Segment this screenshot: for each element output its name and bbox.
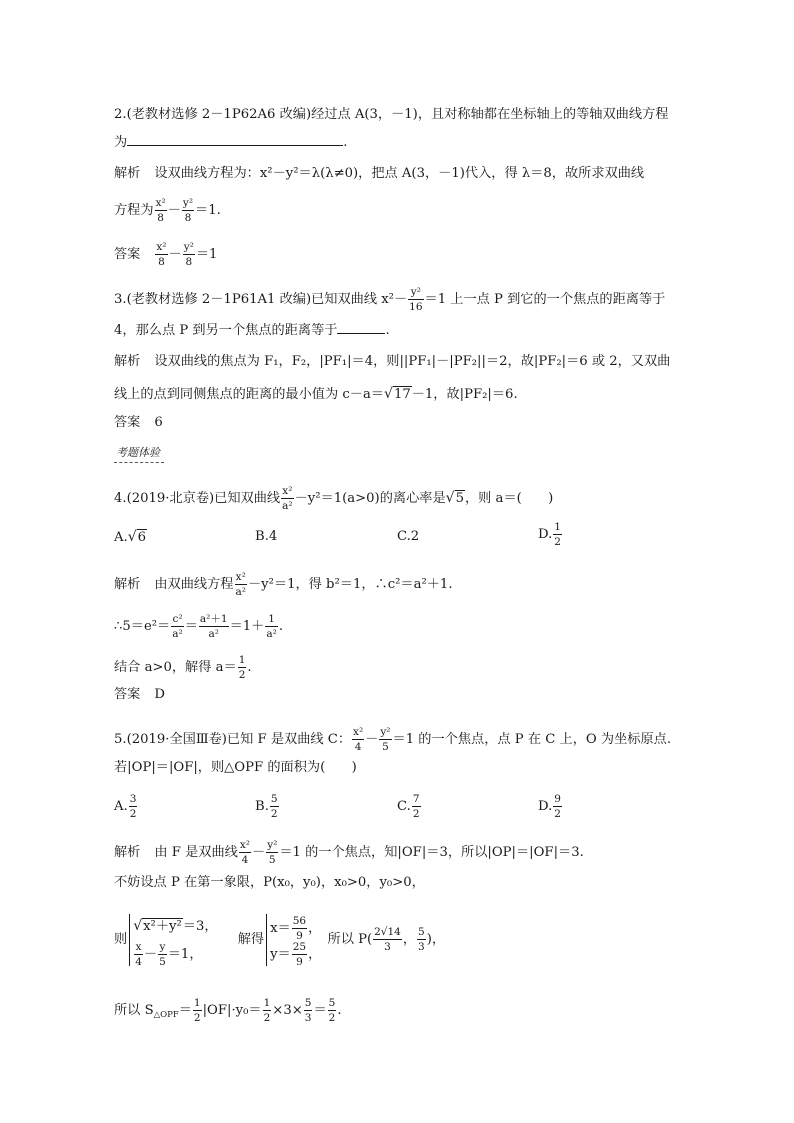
q3-analysis-line1: 解析 设双曲线的焦点为 F₁，F₂，|PF₁|＝4，则||PF₁|－|PF₂||＝2，故|PF₂|＝6 或 2，又双曲 [114,354,671,369]
solution-x: x＝ $\frac{56}{9}$ ， [270,914,322,942]
fraction: $\frac{\text{y²}}{8}$ [182,197,194,224]
answer-label: 答案 [114,415,141,430]
analysis-label: 解析 [114,845,141,860]
fraction: $\frac{\text{x²}}{8}$ [156,241,167,268]
answer-blank [337,333,385,334]
analysis-label: 解析 [114,577,141,592]
fraction: $\frac{5}{2}$ [270,793,278,820]
q5-option-b[interactable]: B. $\frac{5}{2}$ [255,793,278,820]
fraction: $\frac{5}{3}$ [304,997,312,1024]
fraction: $\frac{\text{y²}}{5}$ [380,726,391,753]
q4-analysis-line3: 结合 a>0，解得 a＝ $\frac{1}{2}$ . [114,654,252,681]
fraction: $\frac{5}{3}$ [418,926,425,953]
q5-stem-line1: 5.(2019·全国Ⅲ卷)已知 F 是双曲线 C： $\frac{\text{x²}}{4}$ － $\frac{\text{y²}}{5}$ ＝1 的一个焦点，点 P 在 C 上，O 为坐标原点. [114,726,672,753]
fraction: $\frac{5}{2}$ [328,997,336,1024]
fraction: $\frac{3}{2}$ [129,793,137,820]
solution-system [266,914,321,966]
fraction: $\frac{\text{x²}}{8}$ [155,197,166,224]
sqrt-sign: √ [445,490,455,506]
q5-analysis-line2: 不妨设点 P 在第一象限，P(x₀，y₀)，x₀>0，y₀>0， [114,875,425,890]
fraction: $\frac{\text{a²＋1}}{\text{a²}}$ [199,613,228,640]
analysis-label: 解析 [114,166,141,181]
answer-blank [127,145,343,146]
q3-stem-line1: 3.(老教材选修 2－1P61A1 改编)已知双曲线 x²－ $\frac{\text{y²}}{16}$ ＝1 上一点 P 到它的一个焦点的距离等于 [114,286,666,313]
q4-option-d[interactable]: D. $\frac{1}{2}$ [538,521,561,548]
q4-option-b[interactable]: B.4 [255,529,278,544]
solution-y: y＝ $\frac{25}{9}$ ， [270,940,322,968]
fraction: $\frac{2√14}{3}$ [374,926,401,953]
fraction: $\frac{1}{2}$ [238,654,246,681]
q4-analysis-line2: ∴5＝e²＝ $\frac{\text{c²}}{\text{a²}}$ ＝ $\frac{\text{a²＋1}}{\text{a²}}$ ＝1＋ $\frac{1}{\text{a²}}$ . [114,613,284,640]
answer-label: 答案 [114,687,141,702]
fraction: $\frac{1}{2}$ [554,521,561,548]
fraction: $\frac{\text{y²}}{16}$ [409,286,423,313]
q5-analysis-line1: 解析 由 F 是双曲线 $\frac{\text{x²}}{4}$ － $\frac{\text{y²}}{5}$ ＝1 的一个焦点，知|OF|＝3，所以|OP|＝|OF|＝3. [114,839,584,866]
q4-analysis-line1: 解析 由双曲线方程 $\frac{\text{x²}}{\text{a²}}$ －y²＝1，得 b²＝1，∴c²＝a²＋1. [114,571,453,598]
q5-stem-line2: 若|OP|＝|OF|，则△OPF 的面积为( ) [114,760,357,775]
fraction: $\frac{1}{2}$ [193,997,201,1024]
q5-final-line: 所以 $S_{\triangle OPF}=$ $\frac{1}{2}$ |OF|·y₀＝ $\frac{1}{2}$ ×3× $\frac{5}{3}$ ＝ $\frac{5}{2}$ . [114,997,342,1024]
fraction: $\frac{\text{x²}}{4}$ [239,839,250,866]
analysis-label: 解析 [114,354,141,369]
q3-answer: 答案 6 [114,415,163,430]
fraction: $\frac{\text{x²}}{\text{a²}}$ [235,571,246,598]
fraction: $\frac{\text{c²}}{\text{a²}}$ [172,613,183,640]
q3-stem-line2: 4，那么点 P 到另一个焦点的距离等于 . [114,323,390,338]
fraction: $\frac{1}{2}$ [263,997,271,1024]
q5-option-d[interactable]: D. $\frac{9}{2}$ [538,793,561,820]
fraction: $\frac{\text{x²}}{\text{a²}}$ [282,485,293,512]
fraction: $\frac{7}{2}$ [412,793,420,820]
q3-analysis-line2: 线上的点到同侧焦点的距离的最小值为 c－a＝√17－1，故|PF₂|＝6. [114,386,518,402]
section-tag: 考题体验 [114,444,164,463]
equation-system [129,914,217,966]
fraction: $\frac{\text{x²}}{4}$ [353,726,364,753]
system-eq2: $\frac{x}{4}$ － $\frac{y}{5}$ ＝1， [135,940,203,968]
answer-label: 答案 [114,247,141,262]
q5-system-line: 则 √x²＋y²＝3， $\frac{x}{4}$ － $\frac{y}{5}$ ＝1， 解得 x＝ $\frac{56}{9}$ ， y＝ $\frac{25}{9}$ ， 所以 P( $\frac{2√14}{3}$ ， $\frac{5}{3}$ )， [114,914,446,968]
q4-option-c[interactable]: C.2 [397,529,420,544]
q2-answer: 答案 $\frac{\text{x²}}{8}$ － $\frac{\text{y²}}{8}$ ＝1 [114,241,218,268]
q5-option-a[interactable]: A. $\frac{3}{2}$ [114,793,137,820]
fraction: $\frac{\text{y²}}{5}$ [267,839,278,866]
q2-analysis-line2: 方程为 $\frac{\text{x²}}{8}$ － $\frac{\text{y²}}{8}$ ＝1. [114,197,221,224]
q4-option-a[interactable]: A.√6 [114,529,147,545]
sqrt-sign: √ [384,386,393,402]
q2-analysis-line1: 解析 设双曲线方程为：x²－y²＝λ(λ≠0)，把点 A(3，－1)代入，得 λ＝8，故所求双曲线 [114,166,645,181]
fraction: $\frac{\text{y²}}{8}$ [183,241,194,268]
fraction: $\frac{1}{\text{a²}}$ [266,613,277,640]
q2-stem-cont: 为 . [114,135,348,150]
q4-stem: 4.(2019·北京卷)已知双曲线 $\frac{\text{x²}}{\text{a²}}$ －y²＝1(a>0)的离心率是√5，则 a＝( ) [114,485,554,512]
fraction: $\frac{9}{2}$ [554,793,561,820]
q5-option-c[interactable]: C. $\frac{7}{2}$ [397,793,420,820]
q4-answer: 答案 D [114,687,165,702]
system-eq1: √x²＋y²＝3， [133,917,218,934]
q2-stem: 2.(老教材选修 2－1P62A6 改编)经过点 A(3，－1)，且对称轴都在坐标轴上的等轴双曲线方程 [114,107,669,122]
